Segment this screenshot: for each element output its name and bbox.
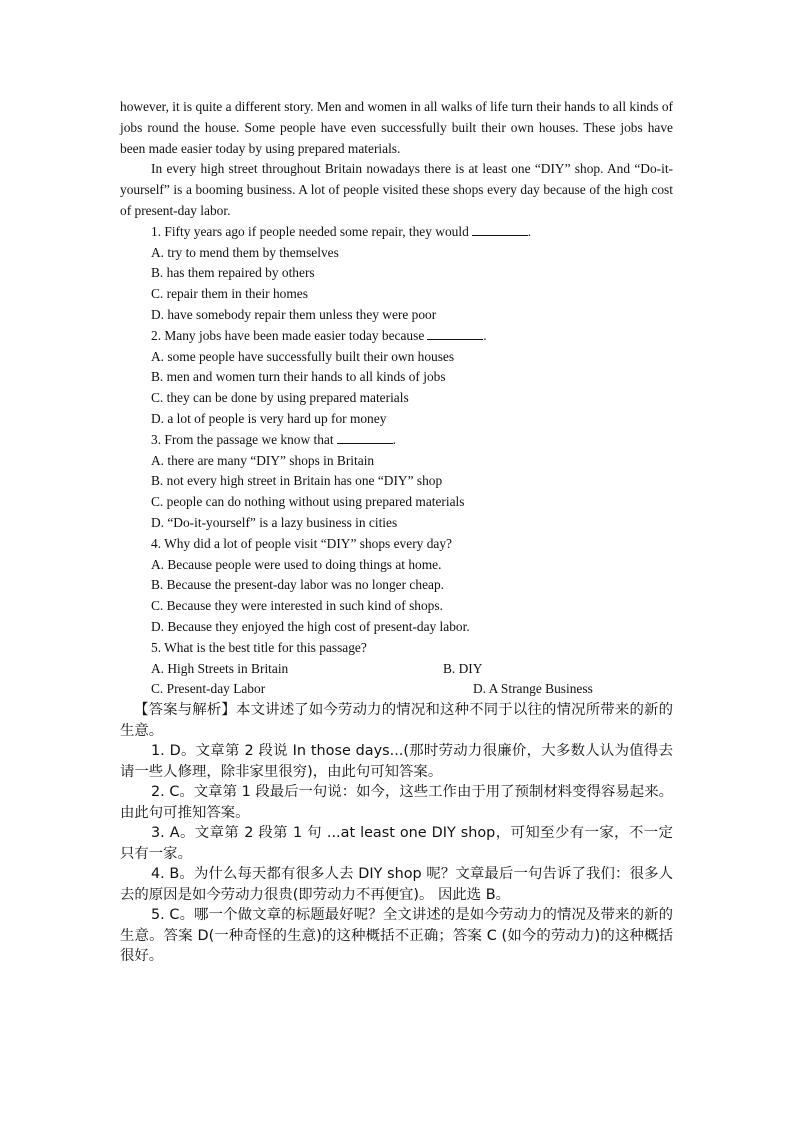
passage-paragraph-2: In every high street throughout Britain nowadays there is at least one “DIY” shop. And “Do-it-yourself” is a booming business. A lot of people visited these shops every day because of the high cost of present-day labor. [120, 161, 673, 218]
question-2: 2. Many jobs have been made easier today because . A. some people have successfully built their own houses B. men and women turn their hands to all kinds of jobs C. they can be done by using prepared materials D. a lot of people is very hard up for money [120, 326, 673, 430]
answer-blank [472, 223, 528, 236]
analysis-item: 1. D。文章第 2 段说 In those days...(那时劳动力很廉价，大多数人认为值得去请一些人修理，除非家里很穷)，由此句可知答案。 [120, 743, 673, 780]
option: B. Because the present-day labor was no longer cheap. [151, 577, 444, 593]
question-1: 1. Fifty years ago if people needed some repair, they would . A. try to mend them by themselves B. has them repaired by others C. repair them in their homes D. have somebody repair them unless they were poor [120, 222, 673, 326]
option: B. men and women turn their hands to all kinds of jobs [151, 369, 446, 385]
answer-analysis [120, 700, 673, 967]
option: A. some people have successfully built their own houses [151, 348, 455, 364]
answer-blank [427, 327, 483, 340]
option: B. has them repaired by others [151, 265, 315, 281]
question-stem: 5. What is the best title for this passage? [151, 639, 367, 655]
option: D. “Do-it-yourself” is a lazy business in cities [151, 514, 398, 530]
question-stem: 2. Many jobs have been made easier today because [151, 327, 425, 343]
option: C. people can do nothing without using prepared materials [151, 494, 465, 510]
option: D. a lot of people is very hard up for money [151, 410, 387, 426]
analysis-intro: 【答案与解析】本文讲述了如今劳动力的情况和这种不同于以往的情况所带来的新的生意。 [120, 702, 673, 739]
option: A. there are many “DIY” shops in Britain [151, 452, 375, 468]
analysis-item: 3. A。文章第 2 段第 1 句 ...at least one DIY shop，可知至少有一家，不一定只有一家。 [120, 825, 673, 862]
analysis-item: 2. C。文章第 1 段最后一句说：如今，这些工作由于用了预制材料变得容易起来。由此句可推知答案。 [120, 784, 673, 821]
option: B. not every high street in Britain has one “DIY” shop [151, 473, 443, 489]
document-page [120, 97, 673, 967]
option: C. Present-day Labor [151, 681, 266, 697]
question-4 [120, 534, 673, 638]
question-stem: 4. Why did a lot of people visit “DIY” shops every day? [151, 535, 452, 551]
question-stem: 1. Fifty years ago if people needed some repair, they would [151, 223, 469, 239]
answer-blank [337, 431, 393, 444]
option: D. Because they enjoyed the high cost of present-day labor. [151, 618, 470, 634]
option: D. A Strange Business [473, 681, 593, 697]
option: B. DIY [443, 660, 483, 676]
option: C. repair them in their homes [151, 286, 308, 302]
question-stem: 3. From the passage we know that [151, 431, 334, 447]
option: A. Because people were used to doing things at home. [151, 556, 442, 572]
question-3: 3. From the passage we know that . A. there are many “DIY” shops in Britain B. not every high street in Britain has one “DIY” shop C. people can do nothing without using prepared materials D. “Do-it-yourself” is a lazy business in cities [120, 430, 673, 534]
option: C. they can be done by using prepared materials [151, 390, 409, 406]
option: D. have somebody repair them unless they were poor [151, 306, 437, 322]
option: C. Because they were interested in such kind of shops. [151, 598, 443, 614]
analysis-item: 5. C。哪一个做文章的标题最好呢？全文讲述的是如今劳动力的情况及带来的新的生意。答案 D(一种奇怪的生意)的这种概括不正确；答案 C (如今的劳动力)的这种概括很好。 [120, 907, 673, 965]
question-5 [120, 638, 673, 700]
option: A. High Streets in Britain [151, 660, 289, 676]
analysis-item: 4. B。为什么每天都有很多人去 DIY shop 呢？文章最后一句告诉了我们：很多人去的原因是如今劳动力很贵(即劳动力不再便宜)。 因此选 B。 [120, 866, 673, 903]
option: A. try to mend them by themselves [151, 244, 339, 260]
passage-paragraph-1: however, it is quite a different story. Men and women in all walks of life turn their hands to all kinds of jobs round the house. Some people have even successfully built their own houses. These jobs have been made easier today by using prepared materials. [120, 99, 673, 156]
